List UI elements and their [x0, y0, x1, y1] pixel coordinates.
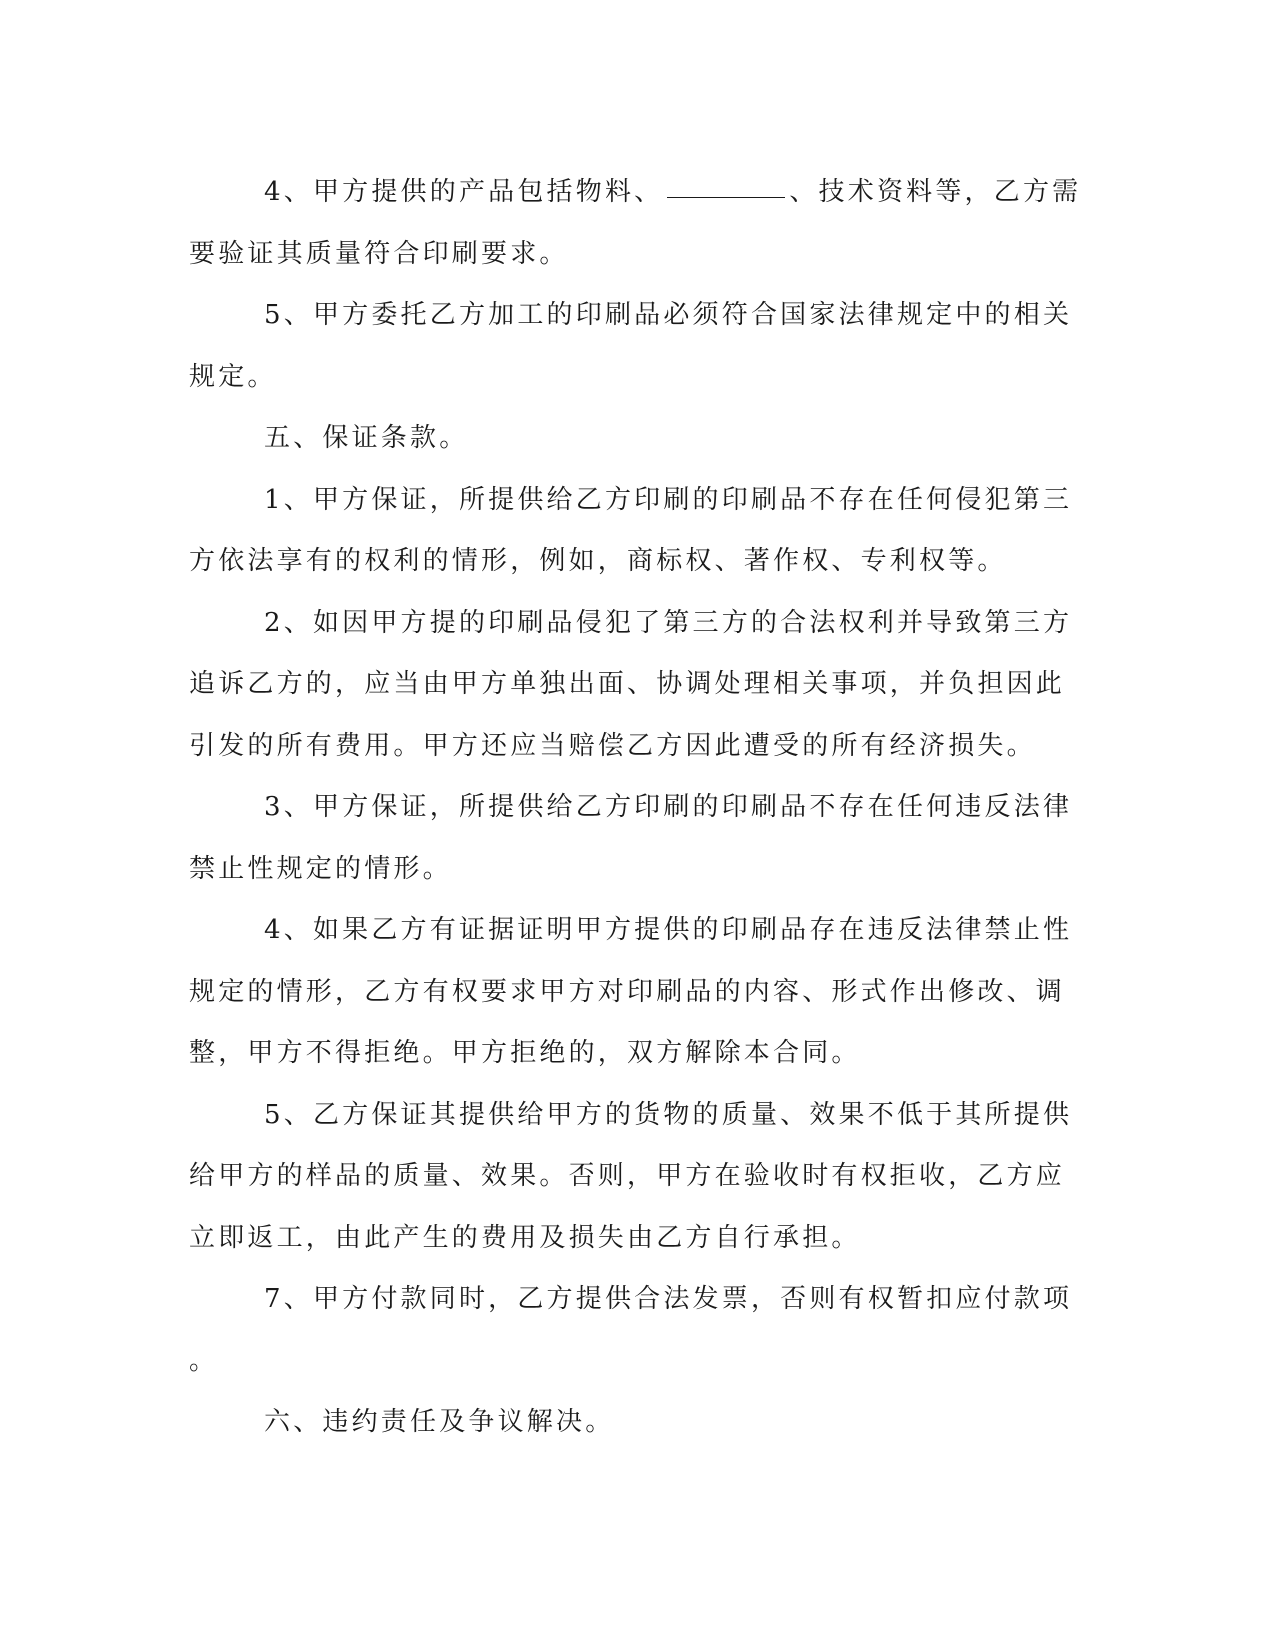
- text-line: 引发的所有费用。甲方还应当赔偿乙方因此遭受的所有经济损失。: [189, 730, 1036, 761]
- text-line: 4、如果乙方有证据证明甲方提供的印刷品存在违反法律禁止性: [264, 915, 1073, 945]
- text-segment: 4、甲方提供的产品包括物料、: [264, 177, 664, 207]
- text-line: 2、如因甲方提的印刷品侵犯了第三方的合法权利并导致第三方: [264, 607, 1073, 638]
- text-line: 给甲方的样品的质量、效果。否则，甲方在验收时有权拒收，乙方应: [189, 1161, 1066, 1191]
- text-line: 3、甲方保证，所提供给乙方印刷的印刷品不存在任何违反法律: [264, 792, 1073, 822]
- guarantee-clause-4: [189, 900, 1073, 1085]
- section-heading: 六、违约责任及争议解决。: [264, 1407, 615, 1437]
- section-heading: 五、保证条款。: [264, 423, 469, 453]
- text-line: 5、乙方保证其提供给甲方的货物的质量、效果不低于其所提供: [264, 1099, 1073, 1130]
- guarantee-clause-1: [189, 470, 1073, 593]
- text-line: 立即返工，由此产生的费用及损失由乙方自行承担。: [189, 1222, 861, 1253]
- clause-5-compliance: [189, 285, 1073, 408]
- section-heading-liability: [189, 1392, 1069, 1454]
- section-heading-guarantee: [189, 408, 1069, 470]
- text-line: 要验证其质量符合印刷要求。: [189, 238, 569, 269]
- guarantee-clause-2: [189, 593, 1073, 778]
- guarantee-clause-3: [189, 777, 1073, 900]
- guarantee-clause-5: [189, 1085, 1073, 1270]
- text-line: 追诉乙方的，应当由甲方单独出面、协调处理相关事项，并负担因此: [189, 669, 1066, 699]
- text-line: 5、甲方委托乙方加工的印刷品必须符合国家法律规定中的相关: [264, 300, 1073, 330]
- fill-in-blank[interactable]: [667, 163, 785, 198]
- text-line: 7、甲方付款同时，乙方提供合法发票，否则有权暂扣应付款项: [264, 1284, 1073, 1314]
- text-line: 规定的情形，乙方有权要求甲方对印刷品的内容、形式作出修改、调: [189, 976, 1066, 1007]
- document-body: [189, 162, 1082, 1454]
- text-line: 规定。: [189, 361, 277, 392]
- clause-4-materials: [189, 162, 1082, 285]
- text-line: 1、甲方保证，所提供给乙方印刷的印刷品不存在任何侵犯第三: [264, 484, 1073, 515]
- guarantee-clause-7: [189, 1269, 1073, 1392]
- text-line: 整，甲方不得拒绝。甲方拒绝的，双方解除本合同。: [189, 1038, 861, 1068]
- text-line: 方依法享有的权利的情形，例如，商标权、著作权、专利权等。: [189, 546, 1007, 576]
- text-line: [189, 162, 1082, 224]
- text-line: 禁止性规定的情形。: [189, 853, 452, 884]
- text-line: 。: [189, 1345, 219, 1376]
- text-segment: 、技术资料等，乙方需: [789, 177, 1082, 207]
